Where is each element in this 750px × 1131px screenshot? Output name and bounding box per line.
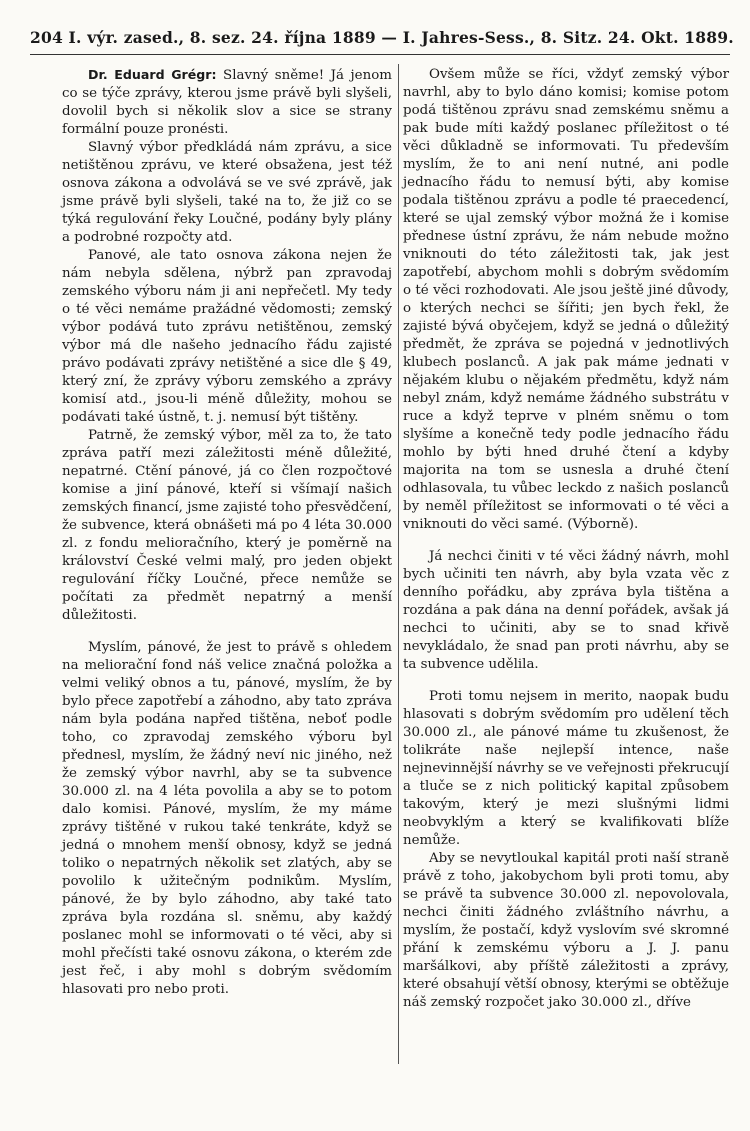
paragraph: Patrně, že zemský výbor, měl za to, že tato zpráva patří mezi záležitosti méně důležité, nepatrné. Ctění pánové, já co člen rozpočtové komise a jiní pánové, kteří si všímají našich zemských financí, jsme zajisté toho přesvědčení, že subvence, která obnášeti má po 4 léta 30.000 zl. z fondu melioračního, který je poměrně na království České velmi malý, pro jeden objekt regulování říčky Loučné, přece nemůže se počítati za předmět nepatrný a menší důležitosti. (62, 428, 392, 623)
right-column (403, 66, 729, 1012)
column-divider (398, 64, 399, 1064)
paragraph: Panové, ale tato osnova zákona nejen že nám nebyla sdělena, nýbrž pan zpravodaj zemského výboru nám ji ani nepřečetl. My tedy o té věci nemáme pražádné vědomosti; zemský výbor podává tuto zprávu netištěnou, zemský výbor má dle našeho jednacího řádu zajisté právo podávati zprávy netištěné a sice dle § 49, který zní, že zprávy výboru zemského a zprávy komisí atd., jsou-li méně důležity, mohou se podávati také ústně, t. j. nemusí být tištěny. (62, 248, 392, 425)
paragraph: Ovšem může se říci, vždyť zemský výbor navrhl, aby to bylo dáno komisi; komise potom podá tištěnou zprávu snad zemskému sněmu a pak bude míti každý poslanec příležitost o té věci důkladně se informovati. Tu především myslím, že to ani není nutné, ani podle jednacího řádu to nemusí býti, aby komise podala tištěnou zprávu a podle té praecedencí, které se ujal zemský výbor možná že i komise přednese ústní zprávu, že nám nebude možno vniknouti do této záležitosti tak, jak jest zapotřebí, abychom mohli s dobrým svědomím o té věci rozhodovati. Ale jsou ještě jiné důvody, o kterých nechci se šířiti; jen bych řekl, že zajisté bývá obyčejem, když se jedná o důležitý předmět, že zpráva se pojedná v jednotlivých klubech poslanců. A jak pak máme jednati v nějakém klubu o nějakém předmětu, když nám nebyl znám, když nemáme žádného substrátu v ruce a když teprve v plném sněmu o tom slyšíme a konečně tedy podle jednacího řádu mohlo by býti hned druhé čtení a kdyby majorita na tom se usnesla a druhé čtení odhlasovala, tu vůbec leckdo z našich poslanců by neměl příležitost se informovati o té věci a vniknouti do věci samé. (Výborně). (403, 67, 729, 532)
paragraph: Aby se nevytloukal kapitál proti naší straně právě z toho, jakobychom byli proti tomu, aby se právě ta subvence 30.000 zl. nepovolovala, nechci činiti žádného zvláštního návrhu, a myslím, že postačí, když vyslovím své skromné přání k zemskému výboru a J. J. panu maršálkovi, aby příště záležitosti a zprávy, které obsahují větší obnosy, kterými se obtěžuje náš zemský rozpočet jako 30.000 zl., dříve (403, 851, 729, 1010)
page-header: 204 I. výr. zased., 8. sez. 24. října 1889 — I. Jahres-Sess., 8. Sitz. 24. Okt. 1889. (30, 28, 734, 47)
header-rule (30, 54, 730, 55)
left-column (62, 66, 392, 999)
paragraph-speaker-intro (62, 66, 392, 139)
paragraph: Já nechci činiti v té věci žádný návrh, mohl bych učiniti ten návrh, aby byla vzata věc z denního pořádku, aby zpráva byla tištěna a rozdána a pak dána na denní pořádek, avšak já nechci to učiniti, aby se to snad křivě nevykládalo, že snad pan proti návrhu, aby se ta subvence udělila. (403, 549, 729, 672)
paragraph: Myslím, pánové, že jest to právě s ohledem na meliorační fond náš velice značná položka a velmi veliký obnos a tu, pánové, myslím, že by bylo přece zapotřebí a záhodno, aby tato zpráva nám byla podána napřed tištěna, neboť podle toho, co zpravodaj zemského výboru byl přednesl, myslím, že žádný neví nic jiného, než že zemský výbor navrhl, aby se ta subvence 30.000 zl. na 4 léta povolila a aby se to potom dalo komisi. Pánové, myslím, že my máme zprávy tištěné v rukou také tenkráte, když se jedná o mnohem menší obnosy, když se jedná toliko o nepatrných několik set zlatých, aby se povolilo k užitečným podnikům. Myslím, pánové, že by bylo záhodno, aby také tato zpráva byla rozdána sl. sněmu, aby každý poslanec mohl se informovati o té věci, aby si mohl přečísti také osnovu zákona, o kterém zde jest řeč, i aby mohl s dobrým svědomím hlasovati pro nebo proti. (62, 640, 392, 997)
paragraph-text: Slavný sněme! Já jenom co se týče zprávy, kterou jsme právě byli slyšeli, dovolil bych si několik slov a sice se strany formální pouze pronésti. (62, 68, 392, 137)
paragraph: Proti tomu nejsem in merito, naopak budu hlasovati s dobrým svědomím pro udělení těch 30.000 zl., ale pánové máme tu zkušenost, že tolikráte naše nejlepší intence, naše nejnevinnější návrhy se ve veřejnosti překrucují a tluče se z nich politický kapital způsobem takovým, který je mezi slušnými lidmi neobvyklým a který se kvalifikovati blíže nemůže. (403, 689, 729, 848)
speaker-name: Dr. Eduard Grégr: (88, 67, 217, 82)
paragraph: Slavný výbor předkládá nám zprávu, a sice netištěnou zprávu, ve které obsažena, jest též osnova zákona a odvolává se ve své zprávě, jak jsme právě byli slyšeli, také na to, že již co se týká regulování řeky Loučné, podány byly plány a podrobné rozpočty atd. (62, 140, 392, 245)
